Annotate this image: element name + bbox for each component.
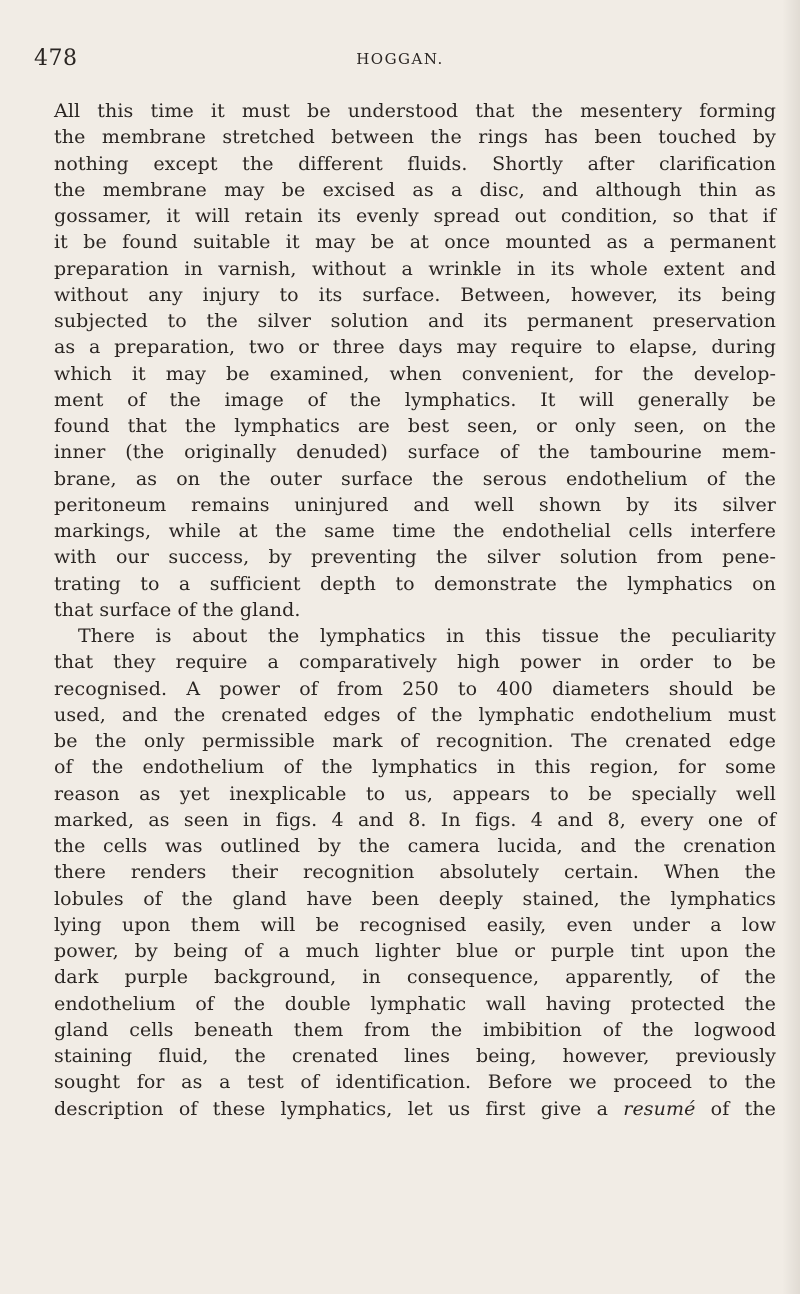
text-line: gossamer, it will retain its evenly spread out condition, so that if (54, 205, 776, 227)
text-line: that surface of the gland. (54, 598, 301, 621)
text-line: reason as yet inexplicable to us, appears to be specially well (54, 782, 776, 805)
paragraph-container (54, 98, 776, 1122)
text-line: All this time it must be understood that the mesentery forming (54, 100, 776, 122)
text-fragment: description of these lymphatics, let us first give a (54, 1097, 624, 1120)
text-line: preparation in varnish, without a wrinkle in its whole extent and (54, 257, 776, 280)
text-line: as a preparation, two or three days may require to elapse, during (54, 336, 776, 359)
text-line: the cells was outlined by the camera lucida, and the crenation (54, 835, 776, 857)
text-line: the membrane stretched between the rings has been touched by (54, 126, 776, 149)
text-line: staining fluid, the crenated lines being, however, previously (54, 1045, 776, 1067)
text-line: that they require a comparatively high power in order to be (54, 651, 776, 674)
text-line: lying upon them will be recognised easily, even under a low (54, 913, 776, 936)
text-line: without any injury to its surface. Between, however, its being (54, 283, 776, 306)
text-line: with our success, by preventing the silver solution from pene- (54, 546, 776, 569)
text-line: of the endothelium of the lymphatics in this region, for some (54, 756, 776, 779)
text-line: the membrane may be excised as a disc, and although thin as (54, 178, 776, 201)
text-line: ment of the image of the lymphatics. It will generally be (54, 388, 776, 411)
text-line: marked, as seen in figs. 4 and 8. In figs. 4 and 8, every one of (54, 808, 776, 831)
paragraph (54, 98, 776, 623)
text-line: brane, as on the outer surface the serous endothelium of the (54, 467, 776, 490)
paragraph (54, 623, 776, 1122)
text-line: endothelium of the double lymphatic wall having protected the (54, 992, 776, 1015)
text-line: lobules of the gland have been deeply stained, the lymphatics (54, 887, 776, 910)
body-text (54, 98, 776, 1122)
text-line: trating to a sufficient depth to demonstrate the lymphatics on (54, 572, 776, 595)
text-line: which it may be examined, when convenient, for the develop- (54, 362, 776, 385)
text-line: power, by being of a much lighter blue or purple tint upon the (54, 940, 776, 962)
text-fragment: of the (695, 1097, 776, 1120)
page-edge-shadow (782, 0, 800, 1294)
text-line: found that the lymphatics are best seen, or only seen, on the (54, 415, 776, 437)
text-line: recognised. A power of from 250 to 400 diameters should be (54, 677, 776, 700)
text-line: nothing except the different fluids. Shortly after clarification (54, 152, 776, 175)
text-line: markings, while at the same time the endothelial cells interfere (54, 520, 776, 542)
text-line: There is about the lymphatics in this tissue the peculiarity (78, 625, 776, 647)
text-line: be the only permissible mark of recognition. The crenated edge (54, 730, 776, 752)
text-line: peritoneum remains uninjured and well shown by its silver (54, 493, 776, 516)
text-line: inner (the originally denuded) surface of the tambourine mem- (54, 441, 776, 464)
text-line: subjected to the silver solution and its permanent preservation (54, 310, 776, 332)
text-line: dark purple background, in consequence, apparently, of the (54, 966, 776, 989)
text-line: it be found suitable it may be at once mounted as a permanent (54, 231, 776, 254)
page-number: 478 (34, 46, 78, 71)
text-line: used, and the crenated edges of the lymphatic endothelium must (54, 703, 776, 726)
running-head: HOGGAN. (356, 50, 444, 68)
italic-term: resumé (623, 1097, 696, 1120)
text-line: gland cells beneath them from the imbibition of the logwood (54, 1018, 776, 1041)
text-line (54, 1096, 776, 1122)
text-line: sought for as a test of identification. Before we proceed to the (54, 1071, 776, 1094)
text-line: there renders their recognition absolutely certain. When the (54, 861, 776, 884)
